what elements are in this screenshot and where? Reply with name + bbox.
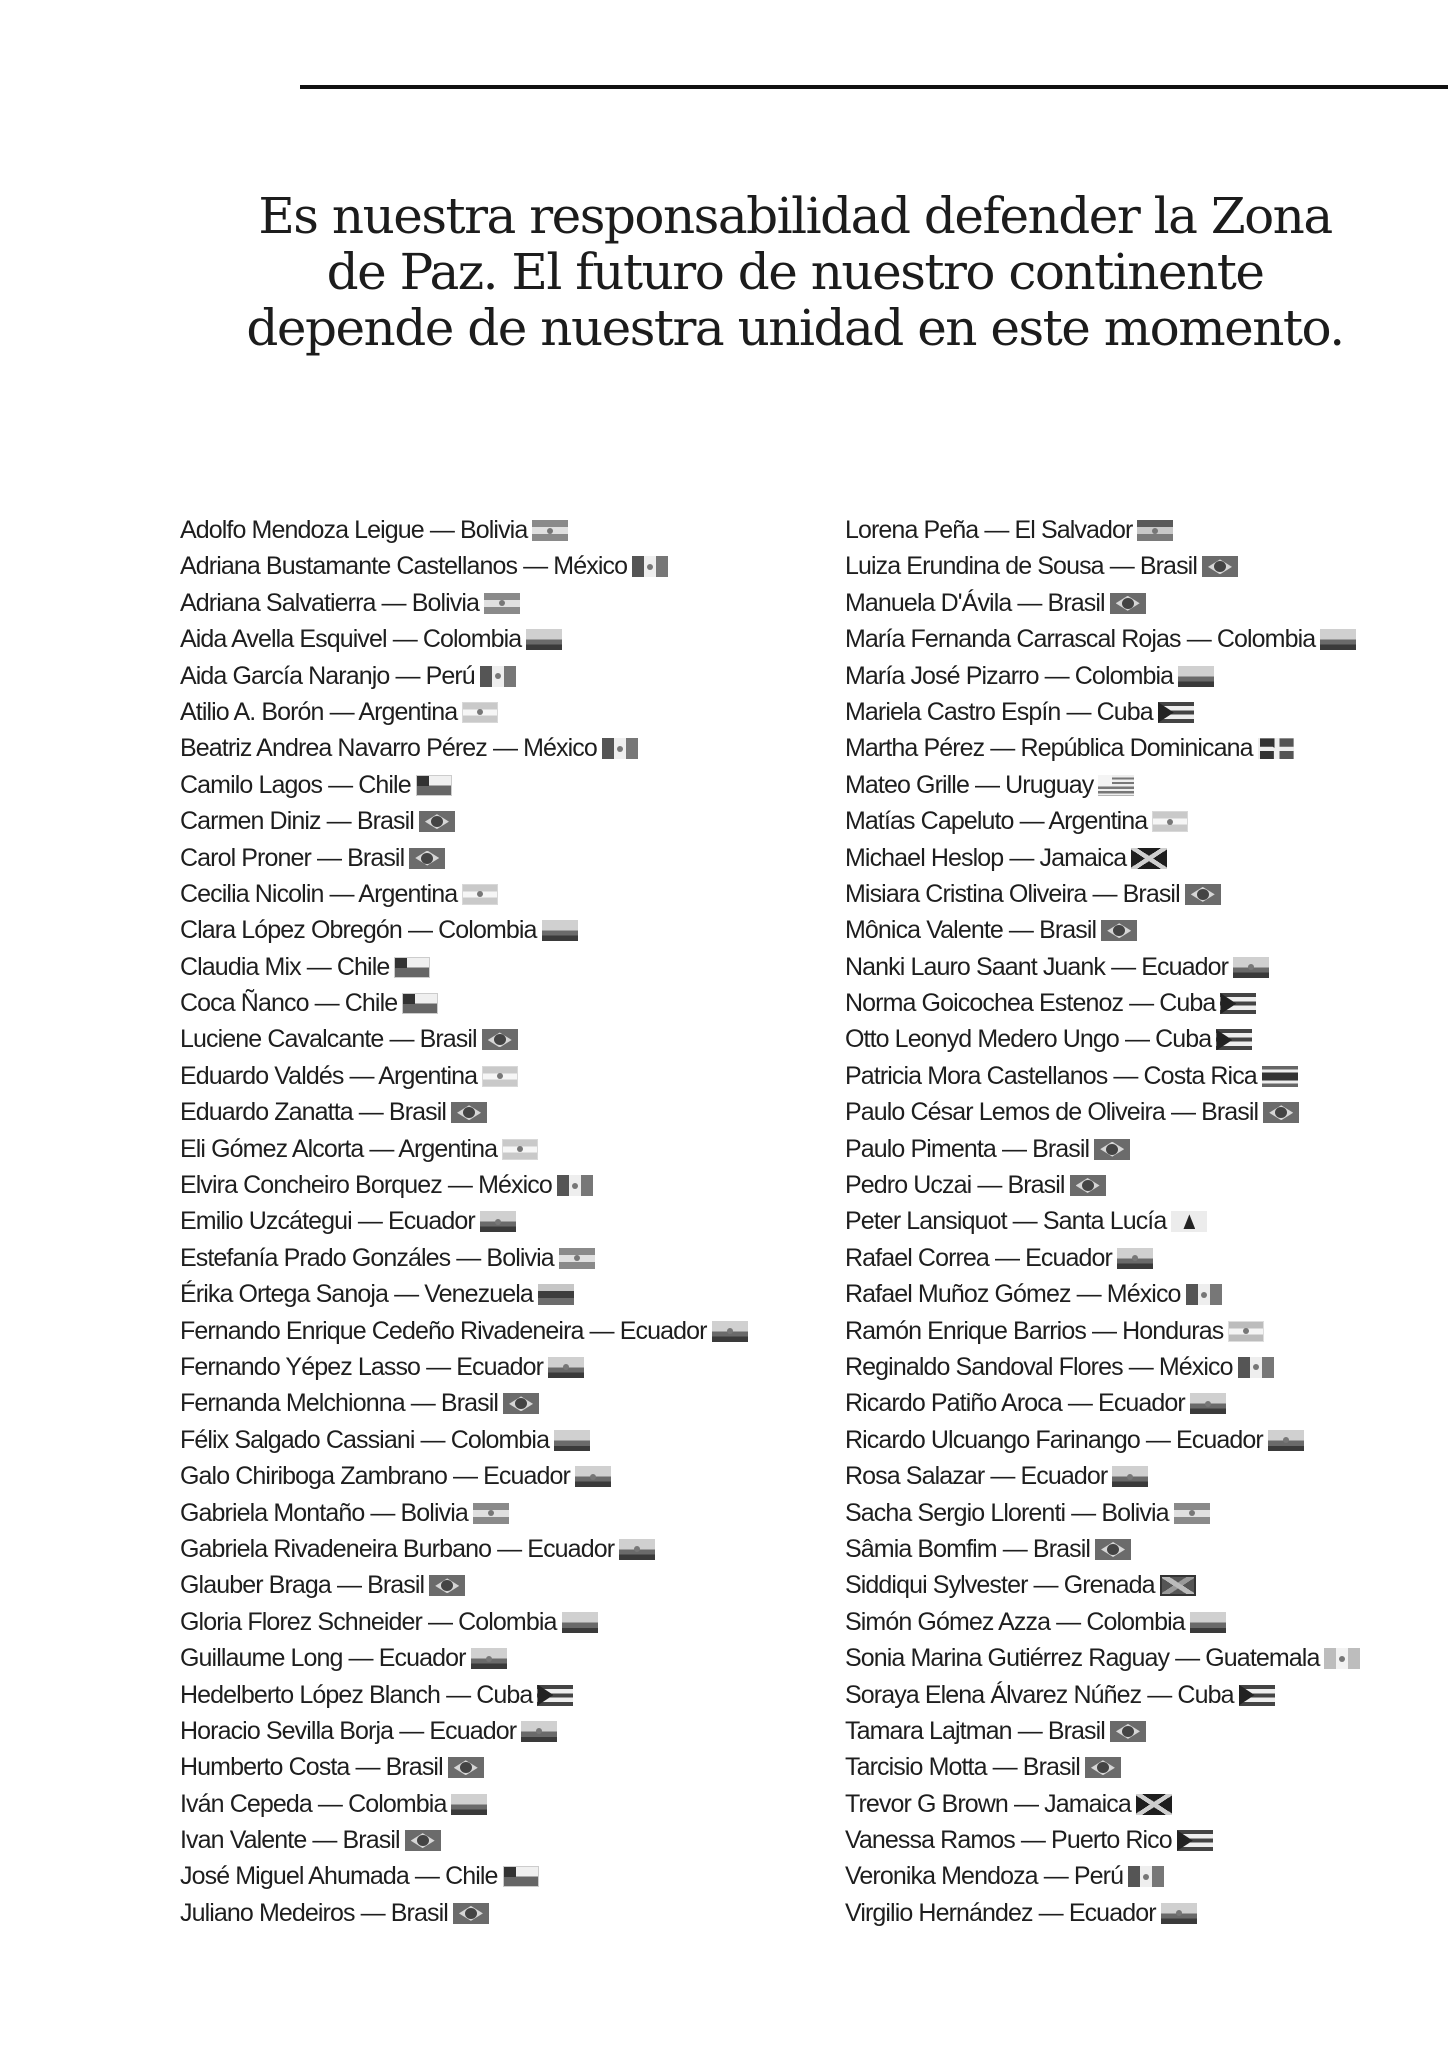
- signatory: [180, 1749, 820, 1785]
- signatory: [180, 1895, 820, 1931]
- signatory-text: José Miguel Ahumada — Chile: [180, 1862, 498, 1891]
- signatory: [845, 912, 1445, 948]
- jamaica-flag-icon: [1131, 848, 1167, 869]
- signatory-text: Norma Goicochea Estenoz — Cuba: [845, 989, 1216, 1018]
- signatory-text: Iván Cepeda — Colombia: [180, 1789, 447, 1818]
- brasil-flag-icon: [419, 811, 455, 832]
- signatories-left-column: [180, 512, 820, 1931]
- signatory: [180, 1349, 820, 1385]
- venezuela-flag-icon: [538, 1284, 574, 1305]
- signatory: [180, 1422, 820, 1458]
- signatory: [845, 658, 1445, 694]
- signatory-text: Manuela D'Ávila — Brasil: [845, 588, 1105, 617]
- brasil-flag-icon: [405, 1830, 441, 1851]
- signatory-text: Reginaldo Sandoval Flores — México: [845, 1352, 1233, 1381]
- signatory: [180, 1495, 820, 1531]
- cuba-flag-icon: [1239, 1685, 1275, 1706]
- signatory-text: Rafael Muñoz Gómez — México: [845, 1280, 1181, 1309]
- signatory-text: Carmen Diniz — Brasil: [180, 807, 414, 836]
- chile-flag-icon: [394, 957, 430, 978]
- signatory: [845, 1495, 1445, 1531]
- signatory-text: Érika Ortega Sanoja — Venezuela: [180, 1280, 533, 1309]
- signatory-text: Clara López Obregón — Colombia: [180, 916, 537, 945]
- signatory-text: Mariela Castro Espín — Cuba: [845, 697, 1153, 726]
- jamaica-flag-icon: [1136, 1794, 1172, 1815]
- signatory: [845, 1240, 1445, 1276]
- argentina-flag-icon: [462, 702, 498, 723]
- signatory-text: Carol Proner — Brasil: [180, 843, 405, 872]
- signatory-text: María José Pizarro — Colombia: [845, 661, 1174, 690]
- signatory: [180, 1640, 820, 1676]
- signatory: [845, 1713, 1445, 1749]
- ecuador-flag-icon: [1112, 1466, 1148, 1487]
- signatory-text: Rafael Correa — Ecuador: [845, 1243, 1112, 1272]
- signatory-text: Paulo César Lemos de Oliveira — Brasil: [845, 1098, 1259, 1127]
- argentina-flag-icon: [1152, 811, 1188, 832]
- brasil-flag-icon: [482, 1029, 518, 1050]
- brasil-flag-icon: [1110, 593, 1146, 614]
- signatory-text: Galo Chiriboga Zambrano — Ecuador: [180, 1462, 570, 1491]
- signatory: [845, 1822, 1445, 1858]
- brasil-flag-icon: [1101, 920, 1137, 941]
- signatory: [845, 1349, 1445, 1385]
- signatory: [180, 1713, 820, 1749]
- ecuador-flag-icon: [521, 1721, 557, 1742]
- signatory-text: Claudia Mix — Chile: [180, 952, 390, 981]
- brasil-flag-icon: [429, 1575, 465, 1596]
- signatory-text: Sâmia Bomfim — Brasil: [845, 1534, 1091, 1563]
- signatory-text: Estefanía Prado Gonzáles — Bolivia: [180, 1243, 554, 1272]
- signatory-text: Sonia Marina Gutiérrez Raguay — Guatemala: [845, 1644, 1320, 1673]
- signatory-text: Patricia Mora Castellanos — Costa Rica: [845, 1061, 1257, 1090]
- santa-lucia-flag-icon: [1171, 1211, 1207, 1232]
- signatory-text: Siddiqui Sylvester — Grenada: [845, 1571, 1155, 1600]
- brasil-flag-icon: [1263, 1102, 1299, 1123]
- brasil-flag-icon: [453, 1903, 489, 1924]
- signatory: [180, 876, 820, 912]
- signatory-text: Juliano Medeiros — Brasil: [180, 1898, 448, 1927]
- signatory-text: Paulo Pimenta — Brasil: [845, 1134, 1090, 1163]
- signatory: [180, 1276, 820, 1312]
- signatory-text: Rosa Salazar — Ecuador: [845, 1462, 1108, 1491]
- signatory: [845, 1786, 1445, 1822]
- headline: Es nuestra responsabilidad defender la Zona de Paz. El futuro de nuestro continente depende de nuestra unidad en este momento.: [246, 187, 1344, 357]
- signatory-text: Adriana Salvatierra — Bolivia: [180, 588, 480, 617]
- signatory-text: Emilio Uzcátegui — Ecuador: [180, 1207, 475, 1236]
- signatory: [180, 621, 820, 657]
- mexico-flag-icon: [557, 1175, 593, 1196]
- argentina-flag-icon: [462, 884, 498, 905]
- signatory: [845, 1276, 1445, 1312]
- brasil-flag-icon: [1202, 556, 1238, 577]
- colombia-flag-icon: [562, 1612, 598, 1633]
- signatory-text: Fernando Yépez Lasso — Ecuador: [180, 1352, 544, 1381]
- colombia-flag-icon: [1190, 1612, 1226, 1633]
- signatory: [845, 1895, 1445, 1931]
- signatory: [180, 548, 820, 584]
- puerto-rico-flag-icon: [1177, 1830, 1213, 1851]
- signatory: [180, 730, 820, 766]
- colombia-flag-icon: [542, 920, 578, 941]
- ecuador-flag-icon: [1161, 1903, 1197, 1924]
- signatory: [180, 1203, 820, 1239]
- bolivia-flag-icon: [473, 1503, 509, 1524]
- signatory: [845, 985, 1445, 1021]
- cuba-flag-icon: [1158, 702, 1194, 723]
- signatory: [845, 1021, 1445, 1057]
- cuba-flag-icon: [1220, 993, 1256, 1014]
- signatory: [845, 1385, 1445, 1421]
- signatory-text: Horacio Sevilla Borja — Ecuador: [180, 1716, 517, 1745]
- signatory: [180, 1786, 820, 1822]
- signatory-text: Gloria Florez Schneider — Colombia: [180, 1607, 557, 1636]
- colombia-flag-icon: [451, 1794, 487, 1815]
- signatory: [180, 912, 820, 948]
- signatory-text: Ricardo Patiño Aroca — Ecuador: [845, 1389, 1185, 1418]
- chile-flag-icon: [503, 1866, 539, 1887]
- signatory: [180, 949, 820, 985]
- chile-flag-icon: [402, 993, 438, 1014]
- signatory: [180, 585, 820, 621]
- signatory-text: Camilo Lagos — Chile: [180, 770, 411, 799]
- brasil-flag-icon: [1070, 1175, 1106, 1196]
- signatory: [180, 1385, 820, 1421]
- signatory: [180, 803, 820, 839]
- signatory-text: Vanessa Ramos — Puerto Rico: [845, 1826, 1172, 1855]
- signatory: [845, 1131, 1445, 1167]
- signatory-text: Cecilia Nicolin — Argentina: [180, 879, 458, 908]
- signatory: [180, 1531, 820, 1567]
- guatemala-flag-icon: [1324, 1648, 1360, 1669]
- costa-rica-flag-icon: [1262, 1066, 1298, 1087]
- signatory-text: Adolfo Mendoza Leigue — Bolivia: [180, 516, 528, 544]
- signatory: [845, 1640, 1445, 1676]
- signatory-text: Sacha Sergio Llorenti — Bolivia: [845, 1498, 1169, 1527]
- signatory-text: Lorena Peña — El Salvador: [845, 516, 1133, 544]
- ecuador-flag-icon: [619, 1539, 655, 1560]
- signatory: [845, 1313, 1445, 1349]
- signatory: [180, 985, 820, 1021]
- signatory: [845, 1458, 1445, 1494]
- signatory: [845, 585, 1445, 621]
- signatory: [845, 730, 1445, 766]
- signatory-text: Mônica Valente — Brasil: [845, 916, 1097, 945]
- brasil-flag-icon: [503, 1393, 539, 1414]
- mexico-flag-icon: [632, 556, 668, 577]
- ecuador-flag-icon: [480, 1211, 516, 1232]
- ecuador-flag-icon: [1190, 1393, 1226, 1414]
- signatory: [180, 1021, 820, 1057]
- signatory: [180, 512, 820, 548]
- signatory: [845, 1677, 1445, 1713]
- signatory: [845, 621, 1445, 657]
- bolivia-flag-icon: [559, 1248, 595, 1269]
- signatory-text: Michael Heslop — Jamaica: [845, 843, 1127, 872]
- signatory-text: Trevor G Brown — Jamaica: [845, 1789, 1131, 1818]
- ecuador-flag-icon: [1117, 1248, 1153, 1269]
- signatory: [845, 876, 1445, 912]
- signatory-text: Elvira Concheiro Borquez — México: [180, 1171, 552, 1200]
- signatory-text: Adriana Bustamante Castellanos — México: [180, 552, 628, 581]
- signatory: [845, 694, 1445, 730]
- signatory-text: Virgilio Hernández — Ecuador: [845, 1898, 1156, 1927]
- el-salvador-flag-icon: [1137, 520, 1173, 541]
- honduras-flag-icon: [1228, 1321, 1264, 1342]
- signatory-text: Eli Gómez Alcorta — Argentina: [180, 1134, 498, 1163]
- signatory-text: Coca Ñanco — Chile: [180, 989, 398, 1018]
- signatory: [180, 1604, 820, 1640]
- signatory: [180, 1858, 820, 1894]
- signatory-text: Veronika Mendoza — Perú: [845, 1862, 1124, 1891]
- signatory-text: Ramón Enrique Barrios — Honduras: [845, 1316, 1224, 1345]
- signatory-text: Matías Capeluto — Argentina: [845, 807, 1148, 836]
- signatory: [180, 1677, 820, 1713]
- signatory-text: Fernando Enrique Cedeño Rivadeneira — Ecuador: [180, 1316, 707, 1345]
- colombia-flag-icon: [554, 1430, 590, 1451]
- signatory: [180, 1313, 820, 1349]
- signatory-text: Ricardo Ulcuango Farinango — Ecuador: [845, 1425, 1263, 1454]
- ecuador-flag-icon: [712, 1321, 748, 1342]
- signatory-text: Simón Gómez Azza — Colombia: [845, 1607, 1185, 1636]
- signatory-text: Guillaume Long — Ecuador: [180, 1644, 466, 1673]
- signatory: [845, 840, 1445, 876]
- signatory-text: Tarcisio Motta — Brasil: [845, 1753, 1080, 1782]
- signatory: [180, 1567, 820, 1603]
- signatory: [180, 1240, 820, 1276]
- signatory-text: Beatriz Andrea Navarro Pérez — México: [180, 734, 597, 763]
- mexico-flag-icon: [1238, 1357, 1274, 1378]
- brasil-flag-icon: [1185, 884, 1221, 905]
- signatory: [845, 1167, 1445, 1203]
- signatory-text: Otto Leonyd Medero Ungo — Cuba: [845, 1025, 1212, 1054]
- mexico-flag-icon: [602, 738, 638, 759]
- signatory-text: Glauber Braga — Brasil: [180, 1571, 425, 1600]
- signatory-text: Soraya Elena Álvarez Núñez — Cuba: [845, 1680, 1234, 1709]
- signatory: [180, 767, 820, 803]
- colombia-flag-icon: [526, 629, 562, 650]
- ecuador-flag-icon: [1268, 1430, 1304, 1451]
- signatory-text: Pedro Uczai — Brasil: [845, 1171, 1065, 1200]
- signatory: [180, 658, 820, 694]
- signatory: [180, 840, 820, 876]
- argentina-flag-icon: [502, 1139, 538, 1160]
- signatory: [845, 1567, 1445, 1603]
- ecuador-flag-icon: [548, 1357, 584, 1378]
- ecuador-flag-icon: [575, 1466, 611, 1487]
- signatory: [845, 512, 1445, 548]
- signatory-text: Aida García Naranjo — Perú: [180, 661, 475, 690]
- signatory-text: Luciene Cavalcante — Brasil: [180, 1025, 477, 1054]
- signatory: [180, 1167, 820, 1203]
- signatory: [180, 1822, 820, 1858]
- cuba-flag-icon: [537, 1685, 573, 1706]
- signatory: [180, 1058, 820, 1094]
- signatory-text: Humberto Costa — Brasil: [180, 1753, 443, 1782]
- signatory-text: Martha Pérez — República Dominicana: [845, 734, 1253, 763]
- signatory-text: Fernanda Melchionna — Brasil: [180, 1389, 499, 1418]
- signatory: [180, 694, 820, 730]
- signatory-text: Aida Avella Esquivel — Colombia: [180, 625, 522, 654]
- signatory-text: Nanki Lauro Saant Juank — Ecuador: [845, 952, 1229, 981]
- mexico-flag-icon: [1186, 1284, 1222, 1305]
- uruguay-flag-icon: [1098, 775, 1134, 796]
- signatory: [845, 1604, 1445, 1640]
- brasil-flag-icon: [1094, 1139, 1130, 1160]
- signatory: [180, 1131, 820, 1167]
- brasil-flag-icon: [1085, 1757, 1121, 1778]
- signatory: [845, 548, 1445, 584]
- signatory-text: Ivan Valente — Brasil: [180, 1826, 400, 1855]
- peru-flag-icon: [1128, 1866, 1164, 1887]
- signatory: [180, 1094, 820, 1130]
- signatory: [845, 949, 1445, 985]
- signatory: [845, 803, 1445, 839]
- signatory-text: Luiza Erundina de Sousa — Brasil: [845, 552, 1197, 581]
- signatory-text: Misiara Cristina Oliveira — Brasil: [845, 879, 1180, 908]
- signatory-text: Tamara Lajtman — Brasil: [845, 1716, 1105, 1745]
- ecuador-flag-icon: [1233, 957, 1269, 978]
- signatory-text: Eduardo Zanatta — Brasil: [180, 1098, 447, 1127]
- signatory: [845, 1422, 1445, 1458]
- ecuador-flag-icon: [471, 1648, 507, 1669]
- cuba-flag-icon: [1216, 1029, 1252, 1050]
- chile-flag-icon: [416, 775, 452, 796]
- grenada-flag-icon: [1160, 1575, 1196, 1596]
- signatory: [845, 1094, 1445, 1130]
- dominican-republic-flag-icon: [1258, 738, 1294, 759]
- brasil-flag-icon: [1110, 1721, 1146, 1742]
- top-rule: [300, 85, 1448, 89]
- signatory: [845, 767, 1445, 803]
- argentina-flag-icon: [482, 1066, 518, 1087]
- signatory-text: Peter Lansiquot — Santa Lucía: [845, 1207, 1167, 1236]
- bolivia-flag-icon: [1174, 1503, 1210, 1524]
- brasil-flag-icon: [448, 1757, 484, 1778]
- signatory-text: Gabriela Rivadeneira Burbano — Ecuador: [180, 1534, 615, 1563]
- colombia-flag-icon: [1320, 629, 1356, 650]
- signatory-text: Hedelberto López Blanch — Cuba: [180, 1680, 533, 1709]
- signatory-text: Gabriela Montaño — Bolivia: [180, 1498, 468, 1527]
- signatories-right-column: [845, 512, 1445, 1931]
- bolivia-flag-icon: [484, 593, 520, 614]
- brasil-flag-icon: [409, 848, 445, 869]
- brasil-flag-icon: [1095, 1539, 1131, 1560]
- signatory: [845, 1058, 1445, 1094]
- signatory-text: Félix Salgado Cassiani — Colombia: [180, 1425, 550, 1454]
- peru-flag-icon: [480, 666, 516, 687]
- signatory-text: Eduardo Valdés — Argentina: [180, 1061, 478, 1090]
- signatory: [845, 1531, 1445, 1567]
- signatory: [845, 1749, 1445, 1785]
- signatory: [845, 1203, 1445, 1239]
- bolivia-flag-icon: [532, 520, 568, 541]
- signatory-text: María Fernanda Carrascal Rojas — Colombia: [845, 625, 1316, 654]
- signatory-text: Atilio A. Borón — Argentina: [180, 697, 458, 726]
- brasil-flag-icon: [451, 1102, 487, 1123]
- signatory: [845, 1858, 1445, 1894]
- colombia-flag-icon: [1178, 666, 1214, 687]
- signatory-text: Mateo Grille — Uruguay: [845, 770, 1094, 799]
- signatory: [180, 1458, 820, 1494]
